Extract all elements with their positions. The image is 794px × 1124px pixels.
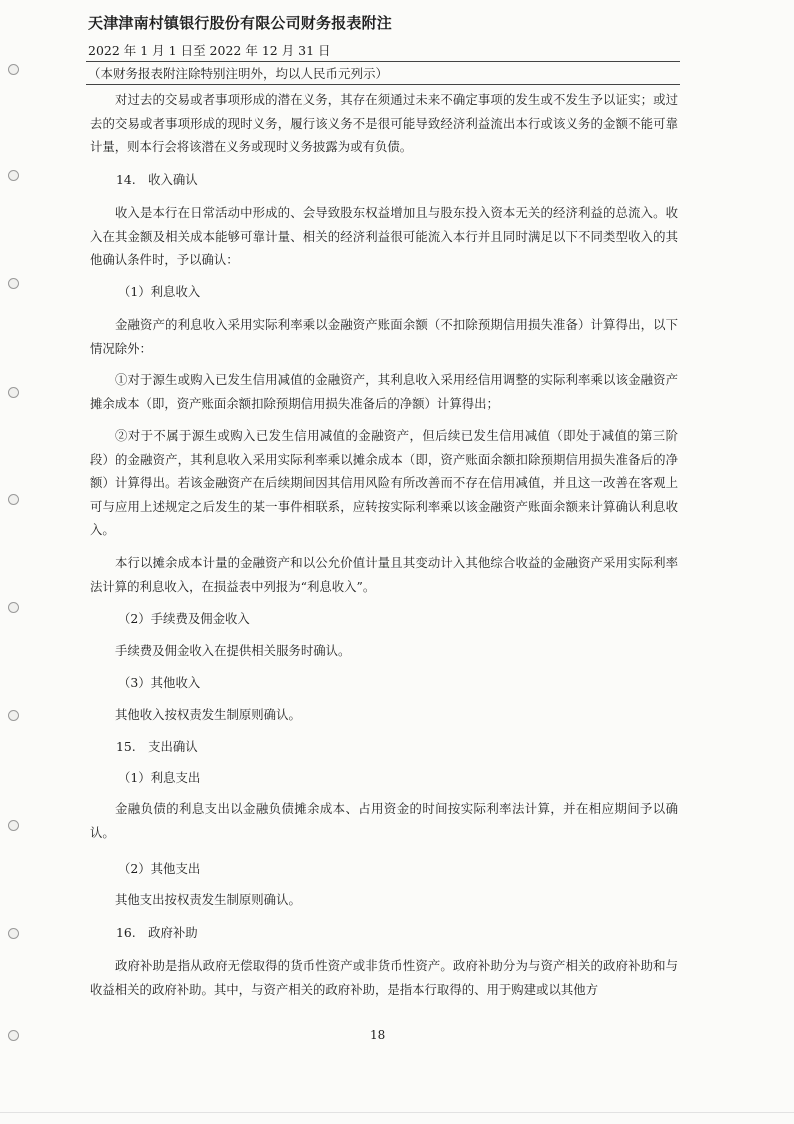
subsection-fee-commission-income: （2）手续费及佣金收入 <box>118 611 250 626</box>
binding-hole <box>8 64 19 75</box>
report-title: 天津津南村镇银行股份有限公司财务报表附注 <box>88 14 393 32</box>
scan-edge-line <box>0 1112 794 1113</box>
paragraph-credit-impaired-originated: ①对于源生或购入已发生信用减值的金融资产，其利息收入采用经信用调整的实际利率乘以该金融资产摊余成本（即，资产账面余额扣除预期信用损失准备后的净额）计算得出； <box>90 372 678 411</box>
binding-hole <box>8 387 19 398</box>
paragraph-fee-commission-income: 手续费及佣金收入在提供相关服务时确认。 <box>115 643 351 658</box>
binding-hole <box>8 494 19 505</box>
paragraph-contingent-liability: 对过去的交易或者事项形成的潜在义务，其存在须通过未来不确定事项的发生或不发生予以证实；或过去的交易或者事项形成的现时义务，履行该义务不是很可能导致经济利益流出本行或该义务的金额不能可靠计量，则本行会将该潜在义务或现时义务披露为或有负债。 <box>90 92 678 154</box>
binding-hole <box>8 602 19 613</box>
header-divider <box>86 61 680 62</box>
paragraph-other-income: 其他收入按权责发生制原则确认。 <box>115 707 301 722</box>
binding-hole <box>8 1030 19 1041</box>
section-14-heading: 14. 收入确认 <box>116 172 198 187</box>
subsection-other-income: （3）其他收入 <box>118 675 201 690</box>
paragraph-interest-expense: 金融负债的利息支出以金融负债摊余成本、占用资金的时间按实际利率法计算，并在相应期间予以确认。 <box>90 801 678 840</box>
subsection-interest-income: （1）利息收入 <box>118 284 201 299</box>
section-16-heading: 16. 政府补助 <box>116 925 198 940</box>
paragraph-government-grants: 政府补助是指从政府无偿取得的货币性资产或非货币性资产。政府补助分为与资产相关的政府补助和与收益相关的政府补助。其中，与资产相关的政府补助，是指本行取得的、用于购建或以其他方 <box>90 958 678 997</box>
header-divider-bottom <box>86 84 680 85</box>
paragraph-other-expense: 其他支出按权责发生制原则确认。 <box>115 892 301 907</box>
binding-hole <box>8 820 19 831</box>
currency-note: （本财务报表附注除特别注明外，均以人民币元列示） <box>88 66 389 81</box>
subsection-interest-expense: （1）利息支出 <box>118 770 201 785</box>
page-number: 18 <box>370 1028 386 1042</box>
paragraph-interest-income-presentation: 本行以摊余成本计量的金融资产和以公允价值计量且其变动计入其他综合收益的金融资产采用实际利率法计算的利息收入，在损益表中列报为“利息收入”。 <box>90 555 678 594</box>
report-period: 2022 年 1 月 1 日至 2022 年 12 月 31 日 <box>88 43 331 58</box>
paragraph-stage-three-assets: ②对于不属于源生或购入已发生信用减值的金融资产，但后续已发生信用减值（即处于减值的第三阶段）的金融资产，其利息收入采用实际利率乘以摊余成本（即，资产账面余额扣除预期信用损失准备后的净额）计算得出。若该金融资产在后续期间因其信用风险有所改善而不存在信用减值，并且这一改善在客观上可与应用上述规定之后发生的某一事件相联系，应转按实际利率乘以该金融资产账面余额来计算确认利息收入。 <box>90 428 678 537</box>
binding-hole <box>8 170 19 181</box>
paragraph-interest-income: 金融资产的利息收入采用实际利率乘以金融资产账面余额（不扣除预期信用损失准备）计算得出，以下情况除外： <box>90 317 678 356</box>
subsection-other-expense: （2）其他支出 <box>118 861 201 876</box>
binding-hole <box>8 928 19 939</box>
paragraph-revenue-recognition: 收入是本行在日常活动中形成的、会导致股东权益增加且与股东投入资本无关的经济利益的总流入。收入在其金额及相关成本能够可靠计量、相关的经济利益很可能流入本行并且同时满足以下不同类型收入的其他确认条件时，予以确认： <box>90 205 678 267</box>
binding-hole <box>8 710 19 721</box>
binding-hole <box>8 278 19 289</box>
section-15-heading: 15. 支出确认 <box>116 739 198 754</box>
